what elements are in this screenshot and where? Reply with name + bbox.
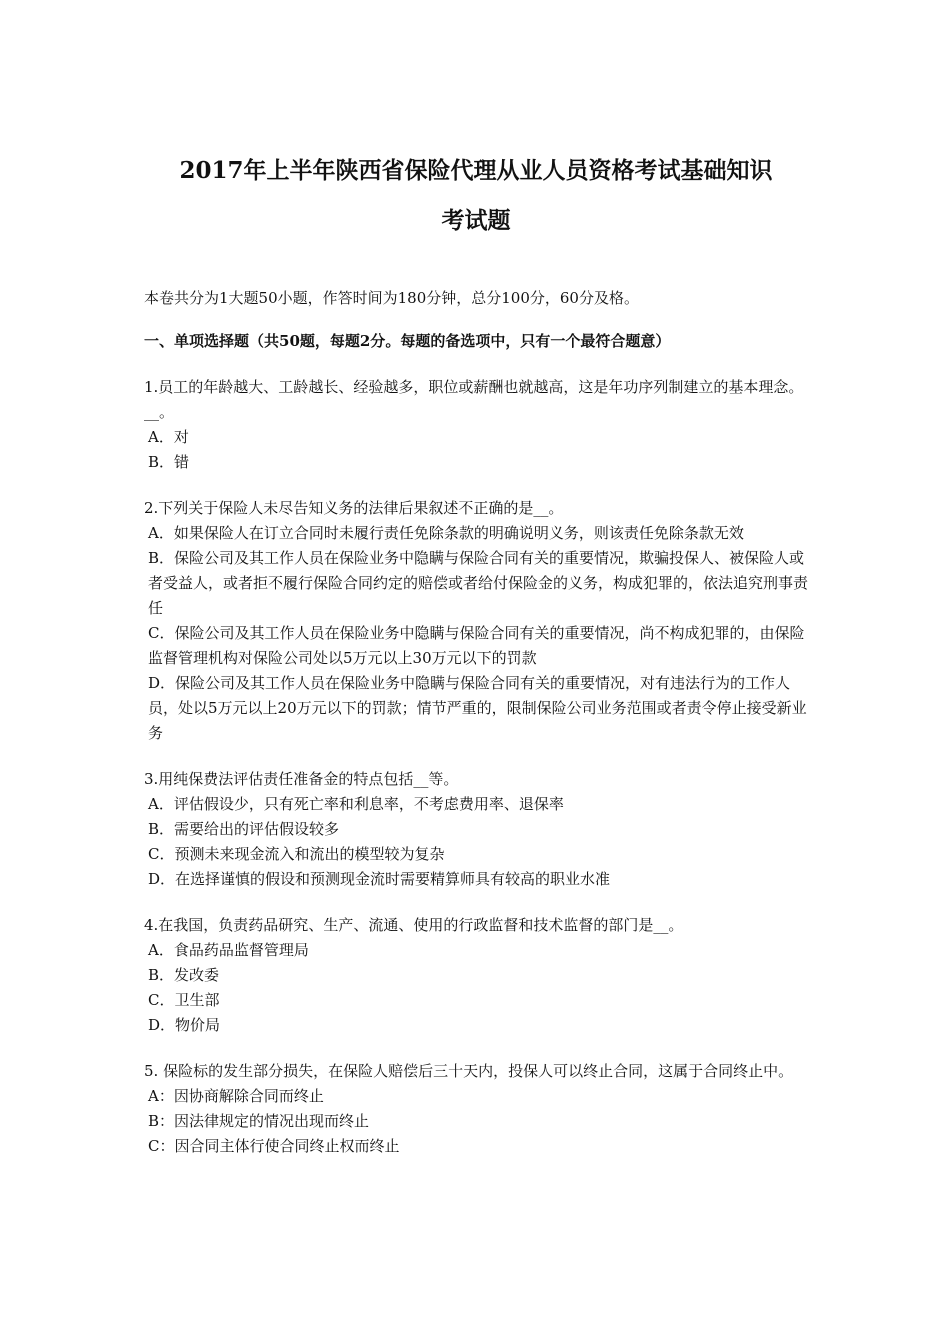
option-a: A．如果保险人在订立合同时未履行责任免除条款的明确说明义务，则该责任免除条款无效 <box>148 524 744 542</box>
question-stem: 5. 保险标的发生部分损失，在保险人赔偿后三十天内，投保人可以终止合同，这属于合同终止中。 <box>144 1062 794 1080</box>
option-b: B．发改委 <box>148 966 220 984</box>
option-d: D．物价局 <box>148 1016 221 1034</box>
option-b: B．保险公司及其工作人员在保险业务中隐瞒与保险合同有关的重要情况，欺骗投保人、被保险人或者受益人，或者拒不履行保险合同约定的赔偿或者给付保险金的义务，构成犯罪的，依法追究刑事责任 <box>148 549 809 617</box>
option-d: D．在选择谨慎的假设和预测现金流时需要精算师具有较高的职业水准 <box>148 870 611 888</box>
option-a: A：因协商解除合同而终止 <box>148 1087 324 1105</box>
document-title <box>144 146 808 246</box>
question-4 <box>144 913 808 1038</box>
question-stem: 1.员工的年龄越大、工龄越长、经验越多，职位或薪酬也就越高，这是年功序列制建立的基本理念。__。 <box>144 378 804 421</box>
option-b: B．需要给出的评估假设较多 <box>148 820 340 838</box>
title-line-1: 2017年上半年陕西省保险代理从业人员资格考试基础知识 <box>179 157 773 184</box>
question-2 <box>144 496 808 746</box>
section-heading: 一、单项选择题（共50题，每题2分。每题的备选项中，只有一个最符合题意） <box>144 332 671 350</box>
question-stem: 3.用纯保费法评估责任准备金的特点包括__等。 <box>144 770 459 788</box>
question-3 <box>144 767 808 892</box>
question-stem: 4.在我国，负责药品研究、生产、流通、使用的行政监督和技术监督的部门是__。 <box>144 916 684 934</box>
question-stem: 2.下列关于保险人未尽告知义务的法律后果叙述不正确的是__。 <box>144 499 564 517</box>
option-c: C．保险公司及其工作人员在保险业务中隐瞒与保险合同有关的重要情况，尚不构成犯罪的，由保险监督管理机构对保险公司处以5万元以上30万元以下的罚款 <box>148 624 805 667</box>
question-1 <box>144 375 808 475</box>
option-b: B：因法律规定的情况出现而终止 <box>148 1112 370 1130</box>
option-a: A．食品药品监督管理局 <box>148 941 309 959</box>
option-a: A．评估假设少，只有死亡率和利息率，不考虑费用率、退保率 <box>148 795 564 813</box>
document-content <box>144 146 808 1159</box>
option-c: C．卫生部 <box>148 991 220 1009</box>
question-5 <box>144 1059 808 1159</box>
option-c: C：因合同主体行使合同终止权而终止 <box>148 1137 400 1155</box>
option-b: B．错 <box>148 453 190 471</box>
option-d: D．保险公司及其工作人员在保险业务中隐瞒与保险合同有关的重要情况，对有违法行为的工作人员，处以5万元以上20万元以下的罚款；情节严重的，限制保险公司业务范围或者责令停止接受新业务 <box>148 674 807 742</box>
option-c: C．预测未来现金流入和流出的模型较为复杂 <box>148 845 445 863</box>
option-a: A．对 <box>148 428 189 446</box>
exam-intro: 本卷共分为1大题50小题，作答时间为180分钟，总分100分，60分及格。 <box>144 289 639 307</box>
title-line-2: 考试题 <box>441 207 511 234</box>
